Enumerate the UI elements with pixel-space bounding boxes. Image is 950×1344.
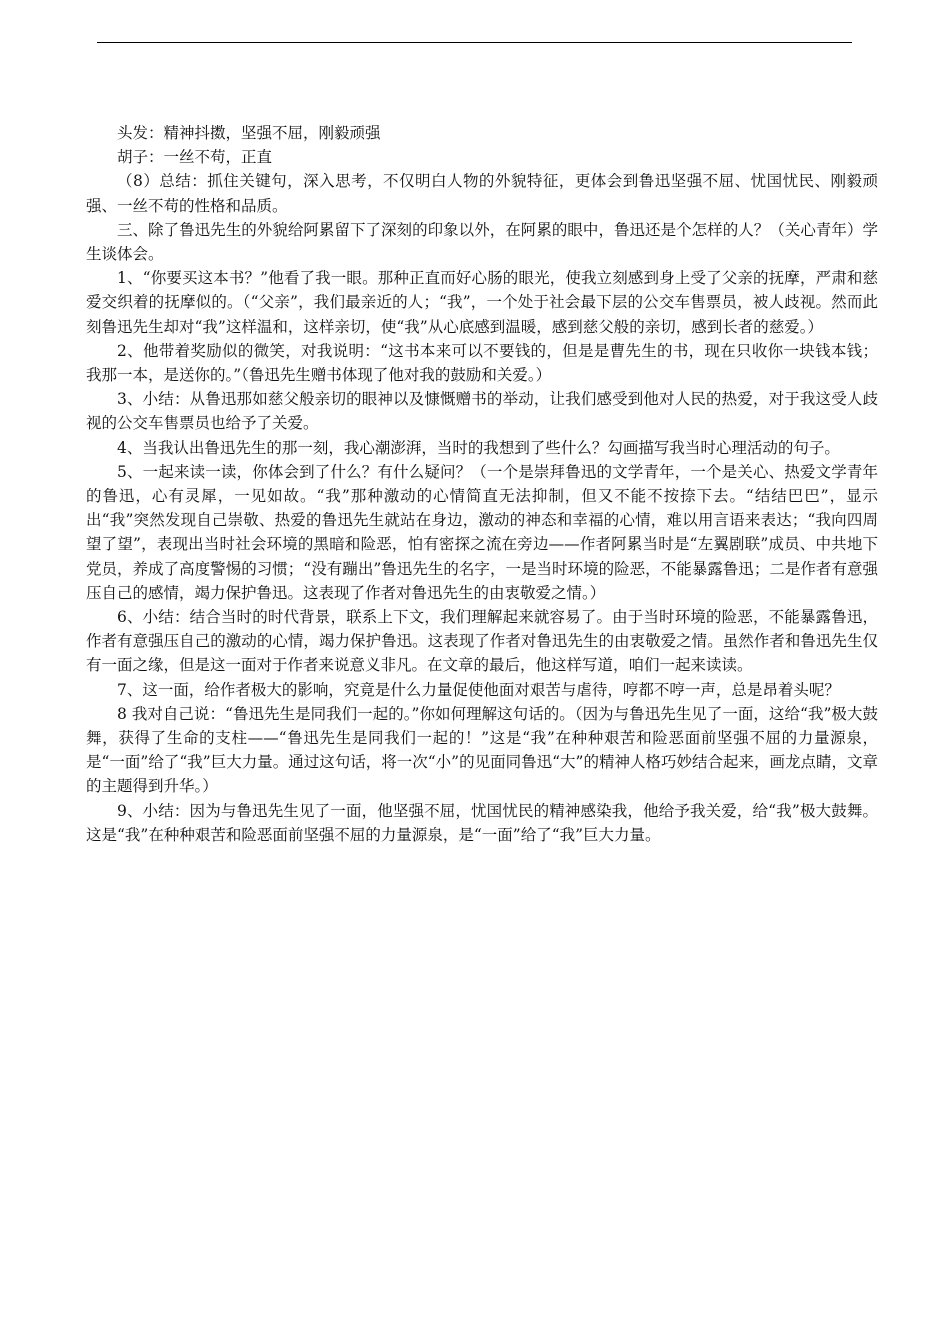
paragraph-hair: 头发：精神抖擞，坚强不屈，刚毅顽强 [117, 124, 381, 142]
paragraph-item-7: 7、这一面，给作者极大的影响，究竟是什么力量促使他面对艰苦与虐待，哼都不哼一声，总是昂着头呢？ [117, 680, 840, 699]
document-body [86, 121, 878, 847]
paragraph-summary-8: （8）总结：抓住关键句，深入思考，不仅明白人物的外貌特征，更体会到鲁迅坚强不屈、忧国忧民、刚毅顽强、一丝不苟的性格和品质。 [86, 172, 878, 215]
paragraph-item-3: 3、小结：从鲁迅那如慈父般亲切的眼神以及慷慨赠书的举动，让我们感受到他对人民的热爱，对于我这受人歧视的公交车售票员也给予了关爱。 [86, 390, 878, 433]
paragraph-beard: 胡子：一丝不苟，正直 [117, 148, 273, 167]
paragraph-item-1: 1、“你要买这本书？”他看了我一眼。那种正直而好心肠的眼光，使我立刻感到身上受了父亲的抚摩，严肃和慈爱交织着的抚摩似的。（“父亲”，我们最亲近的人；“我”，一个处于社会最下层的公交车售票员，被人歧视。然而此刻鲁迅先生却对“我”这样温和，这样亲切，使“我”从心底感到温暖，感到慈父般的亲切，感到长者的慈爱。） [86, 269, 878, 336]
paragraph-section-3: 三、除了鲁迅先生的外貌给阿累留下了深刻的印象以外，在阿累的眼中，鲁迅还是个怎样的人？（关心青年）学生谈体会。 [86, 220, 878, 264]
paragraph-item-8: 8 我对自己说：“鲁迅先生是同我们一起的。”你如何理解这句话的。（因为与鲁迅先生见了一面，这给“我”极大鼓舞，获得了生命的支柱——“鲁迅先生是同我们一起的！”这是“我”在种种艰苦和险恶面前坚强不屈的力量源泉，是“一面”给了“我”巨大力量。通过这句话，将一次“小”的见面同鲁迅“大”的精神人格巧妙结合起来，画龙点睛，文章的主题得到升华。） [86, 704, 878, 796]
paragraph-item-9: 9、小结：因为与鲁迅先生见了一面，他坚强不屈，忧国忧民的精神感染我，他给予我关爱，给“我”极大鼓舞。这是“我”在种种艰苦和险恶面前坚强不屈的力量源泉，是“一面”给了“我”巨大力量。 [86, 801, 878, 844]
paragraph-item-5: 5、一起来读一读，你体会到了什么？有什么疑问？（一个是崇拜鲁迅的文学青年，一个是关心、热爱文学青年的鲁迅，心有灵犀，一见如故。“我”那种激动的心情简直无法抑制，但又不能不按捺下去。“结结巴巴”，显示出“我”突然发现自己崇敬、热爱的鲁迅先生就站在身边，激动的神态和幸福的心情，难以用言语来表达；“我向四周望了望”，表现出当时社会环境的黑暗和险恶，怕有密探之流在旁边——作者阿累当时是“左翼剧联”成员、中共地下党员，养成了高度警惕的习惯；“没有蹦出”鲁迅先生的名字，一是当时环境的险恶，不能暴露鲁迅；二是作者有意强压自己的感情，竭力保护鲁迅。这表现了作者对鲁迅先生的由衷敬爱之情。） [86, 462, 878, 602]
header-rule [97, 42, 852, 43]
paragraph-item-4: 4、当我认出鲁迅先生的那一刻，我心潮澎湃，当时的我想到了些什么？勾画描写我当时心理活动的句子。 [117, 438, 840, 457]
paragraph-item-6: 6、小结：结合当时的时代背景，联系上下文，我们理解起来就容易了。由于当时环境的险恶，不能暴露鲁迅，作者有意强压自己的激动的心情，竭力保护鲁迅。这表现了作者对鲁迅先生的由衷敬爱之情。虽然作者和鲁迅先生仅有一面之缘，但是这一面对于作者来说意义非凡。在文章的最后，他这样写道，咱们一起来读读。 [86, 608, 878, 675]
paragraph-item-2: 2、他带着奖励似的微笑，对我说明：“这书本来可以不要钱的，但是是曹先生的书，现在只收你一块钱本钱；我那一本，是送你的。”（鲁迅先生赠书体现了他对我的鼓励和关爱。） [86, 341, 878, 385]
